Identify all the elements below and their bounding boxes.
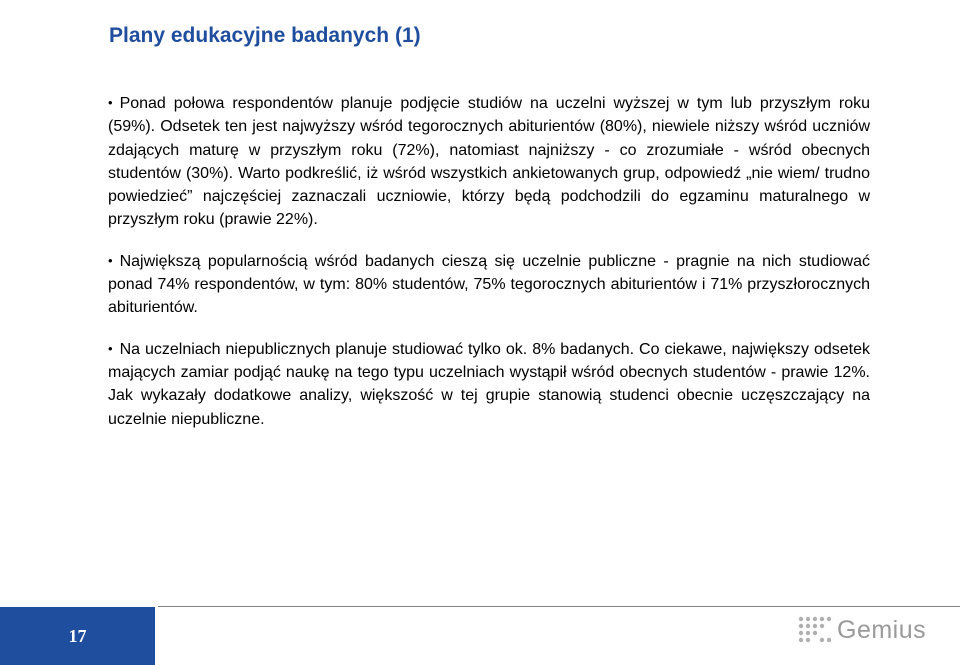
bullet-paragraph-1: [108, 91, 870, 232]
gemius-logo: [795, 614, 926, 646]
bullet-paragraph-2: [108, 249, 870, 320]
page-number-box: [0, 607, 155, 665]
gemius-logo-icon: [795, 614, 835, 646]
bullet-text-3: Na uczelniach niepublicznych planuje studiować tylko ok. 8% badanych. Co ciekawe, największy odsetek mających zamiar podjąć naukę na tego typu uczelniach wystąpił wśród obecnych studentów - prawie 12%. Jak wykazały dodatkowe analizy, większość w tej grupie stanowią studenci obecnie uczęszczający na uczelnie niepubliczne.: [108, 340, 870, 428]
bullet-icon: •: [108, 252, 113, 268]
gemius-logo-text: Gemius: [837, 615, 927, 644]
bullet-paragraph-3: [108, 337, 870, 431]
bullet-text-2: Największą popularnością wśród badanych cieszą się uczelnie publiczne - pragnie na nich studiować ponad 74% respondentów, w tym: 80% studentów, 75% tegorocznych abiturientów i 71% przyszłorocznych abiturientów.: [108, 252, 870, 317]
slide-title: Plany edukacyjne badanych (1): [109, 24, 421, 47]
bullet-icon: •: [108, 340, 113, 356]
slide-content: [108, 91, 870, 448]
footer-divider: [158, 606, 960, 607]
bullet-text-1: Ponad połowa respondentów planuje podjęcie studiów na uczelni wyższej w tym lub przyszłym roku (59%). Odsetek ten jest najwyższy wśród tegorocznych abiturientów (80%), niewiele niższy wśród uczniów zdających maturę w przyszłym roku (72%), natomiast najniższy - co zrozumiałe - wśród obecnych studentów (30%). Warto podkreślić, iż wśród wszystkich ankietowanych grup, odpowiedź „nie wiem/ trudno powiedzieć” najczęściej zaznaczali uczniowie, którzy będą podchodzili do egzaminu maturalnego w przyszłym roku (prawie 22%).: [108, 95, 870, 229]
page-number: 17: [68, 625, 87, 646]
bullet-icon: •: [108, 95, 113, 110]
